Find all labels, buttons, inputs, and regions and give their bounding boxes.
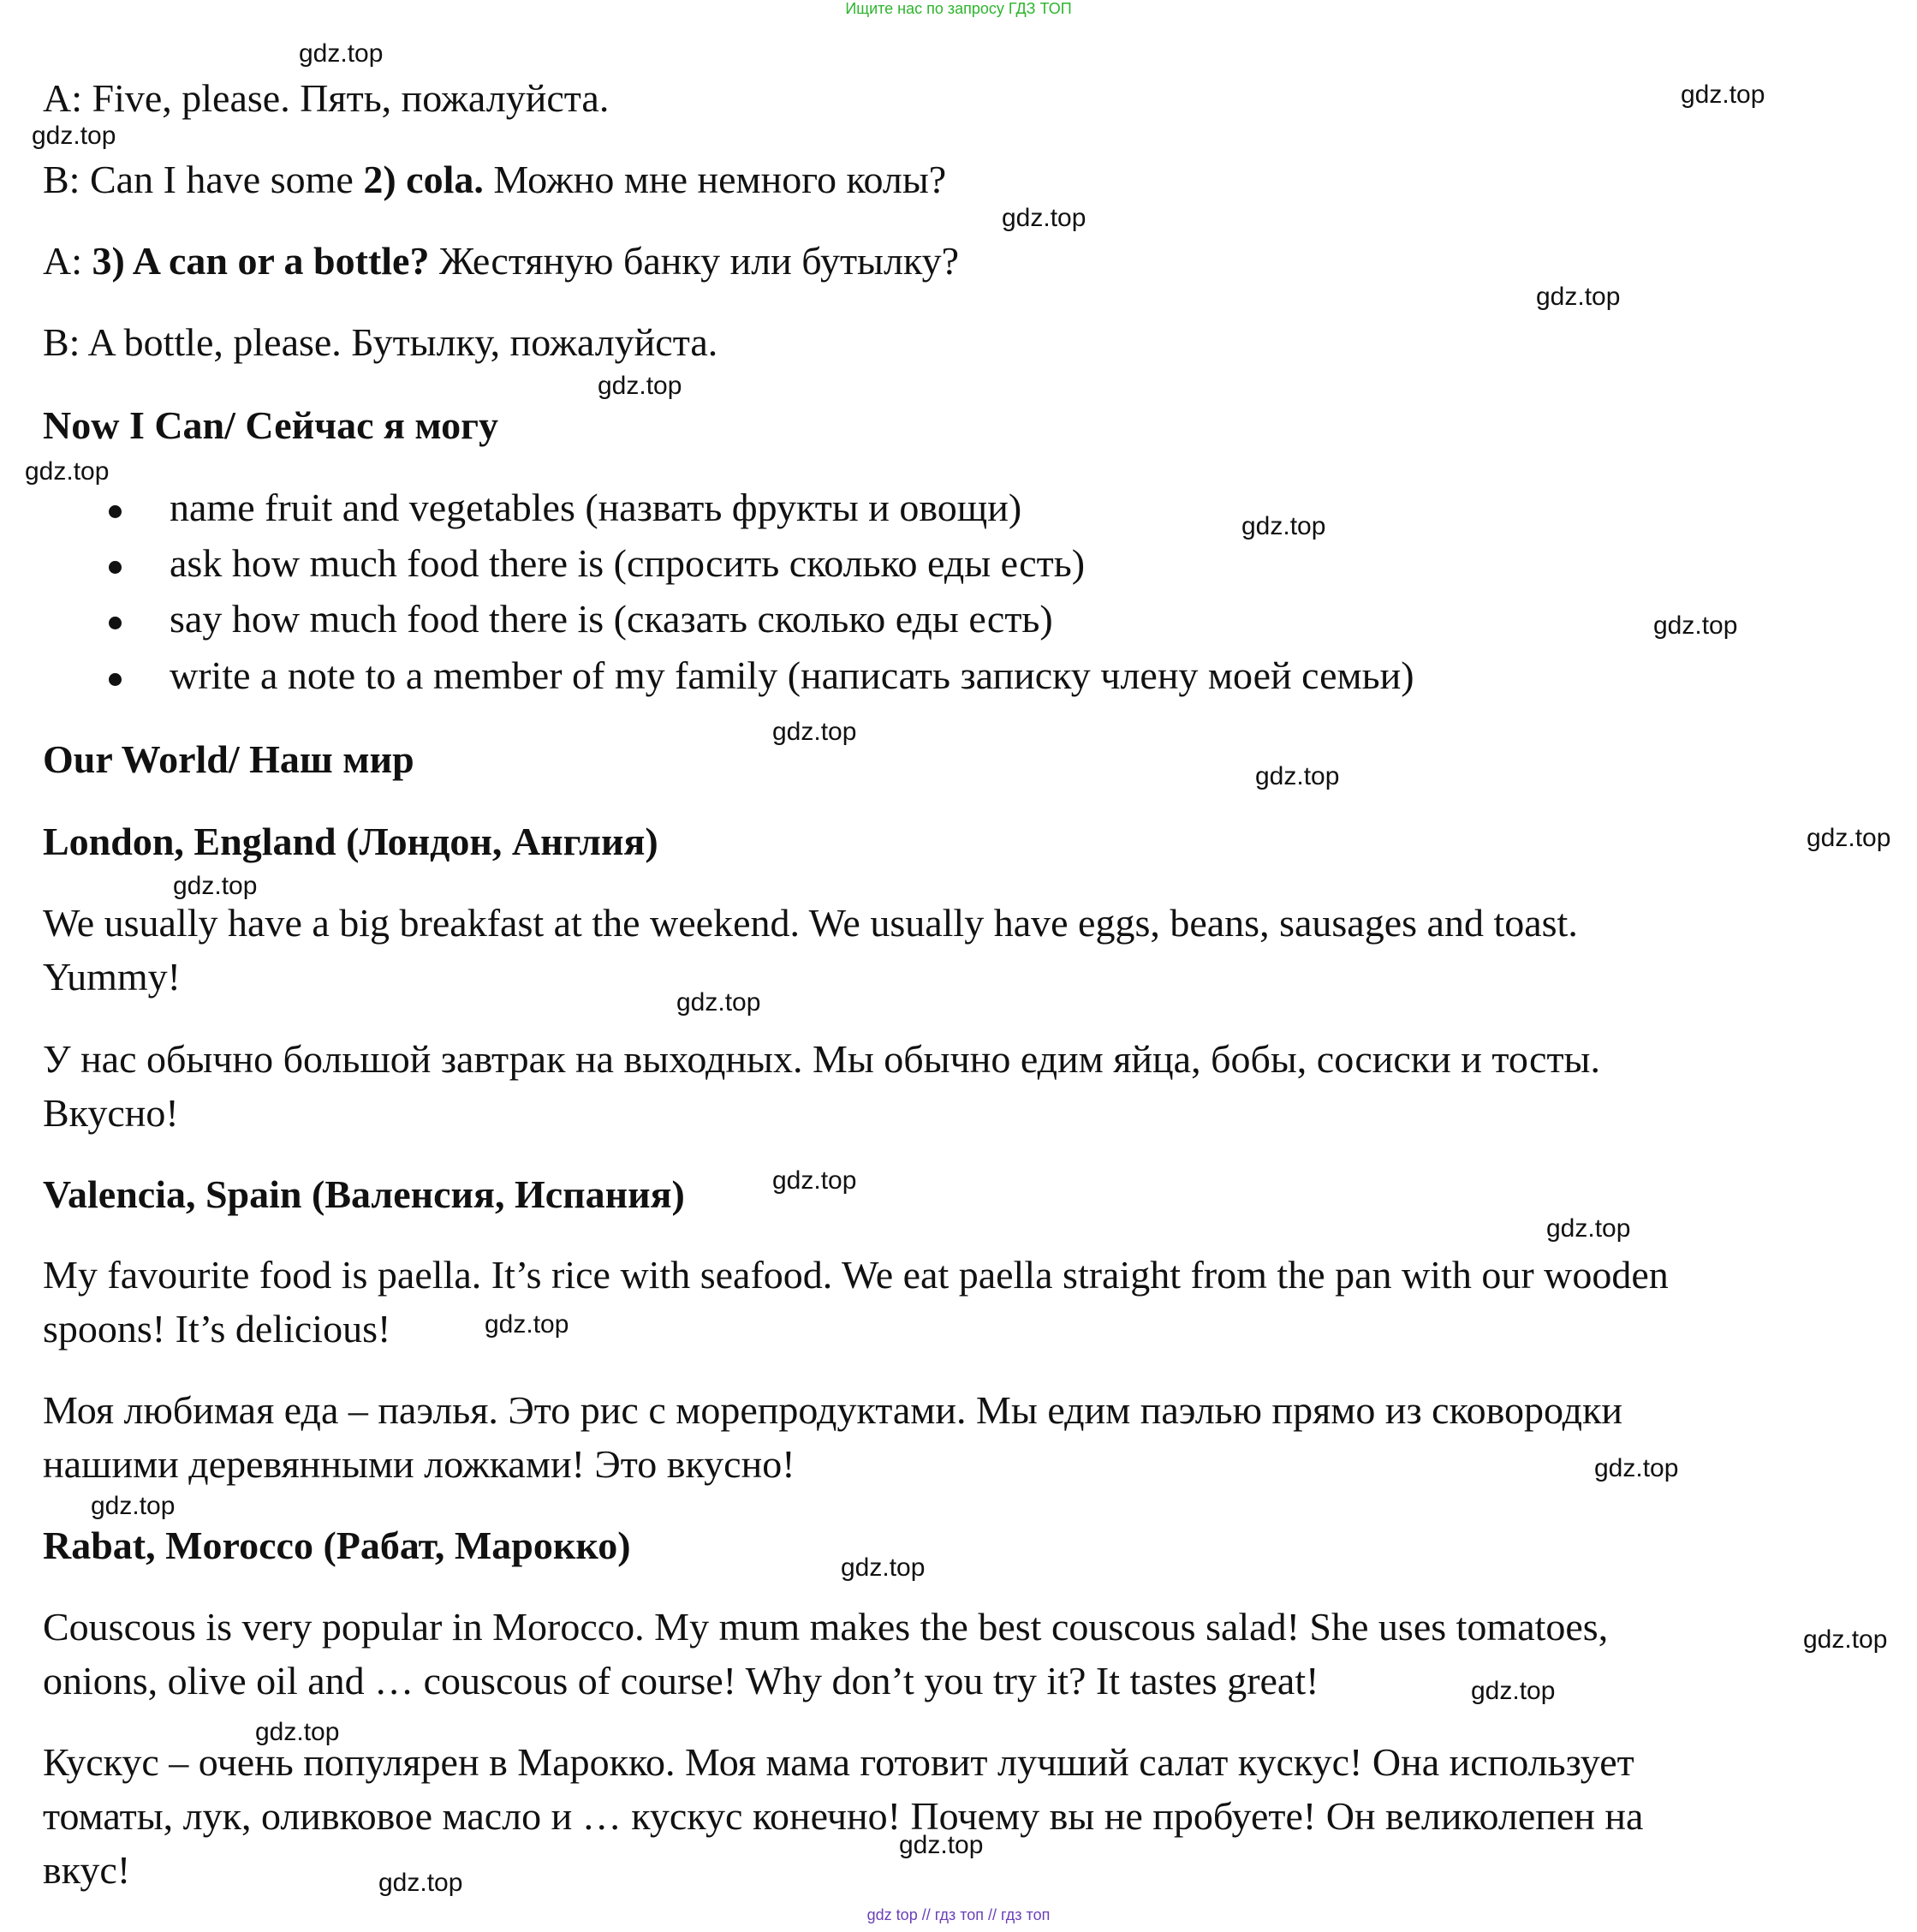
list-item: say how much food there is (сказать сколько еды есть) — [170, 597, 1053, 641]
paragraph-line: нашими деревянными ложками! Это вкусно! — [43, 1442, 795, 1486]
speaker-label: B: — [43, 158, 80, 201]
speaker-label: A: — [43, 76, 82, 120]
watermark: gdz.top — [299, 39, 384, 68]
watermark: gdz.top — [1241, 512, 1326, 540]
watermark: gdz.top — [1807, 824, 1891, 852]
list-item: write a note to a member of my family (написать записку члену моей семьи) — [170, 653, 1414, 697]
watermark: gdz.top — [1546, 1214, 1631, 1243]
bullet-icon — [109, 673, 122, 686]
dialogue-text: Five, please. Пять, пожалуйста. — [92, 76, 610, 120]
speaker-label: B: — [43, 320, 80, 364]
answer-bold: 2) cola. — [363, 158, 484, 201]
header-note[interactable]: Ищите нас по запросу ГДЗ ТОП — [845, 0, 1072, 17]
watermark: gdz.top — [1681, 80, 1765, 109]
answer-bold: 3) A can or a bottle? — [92, 239, 430, 283]
paragraph-line: томаты, лук, оливковое масло и … кускус конечно! Почему вы не пробуете! Он великолепен на — [43, 1794, 1644, 1838]
speaker-label: A: — [43, 239, 82, 283]
watermark: gdz.top — [772, 718, 857, 746]
dialogue-line-2 — [43, 158, 946, 202]
watermark: gdz.top — [485, 1310, 569, 1339]
paragraph-line: spoons! It’s delicious! — [43, 1307, 391, 1351]
paragraph-line: My favourite food is paella. It’s rice with seafood. We eat paella straight from the pan with our wooden — [43, 1253, 1669, 1297]
watermark: gdz.top — [1653, 611, 1738, 640]
watermark: gdz.top — [32, 122, 116, 150]
paragraph-line: onions, olive oil and … couscous of course! Why don’t you try it? It tastes great! — [43, 1659, 1319, 1702]
paragraph-line: вкус! — [43, 1848, 131, 1892]
bullet-icon — [109, 505, 122, 518]
paragraph-line: We usually have a big breakfast at the weekend. We usually have eggs, beans, sausages and toast. — [43, 901, 1578, 945]
dialogue-translation: Можно мне немного колы? — [483, 158, 947, 201]
watermark: gdz.top — [1803, 1625, 1888, 1654]
dialogue-line-4 — [43, 321, 717, 365]
dialogue-line-3 — [43, 240, 959, 283]
dialogue-translation: Жестяную банку или бутылку? — [429, 239, 960, 283]
watermark: gdz.top — [25, 457, 110, 486]
watermark: gdz.top — [255, 1718, 340, 1746]
paragraph-line: Кускус – очень популярен в Марокко. Моя мама готовит лучший салат кускус! Она использует — [43, 1740, 1634, 1784]
list-item: name fruit and vegetables (назвать фрукты и овощи) — [170, 486, 1022, 529]
watermark: gdz.top — [173, 872, 258, 900]
dialogue-line-1 — [43, 77, 609, 121]
section-title-valencia: Valencia, Spain (Валенсия, Испания) — [43, 1172, 685, 1216]
watermark: gdz.top — [1255, 762, 1340, 790]
watermark: gdz.top — [1536, 283, 1621, 311]
watermark: gdz.top — [772, 1166, 857, 1195]
paragraph-line: Моя любимая еда – паэлья. Это рис с морепродуктами. Мы едим паэлью прямо из сковородки — [43, 1388, 1623, 1432]
bullet-icon — [109, 617, 122, 629]
section-title-london: London, England (Лондон, Англия) — [43, 820, 658, 863]
watermark: gdz.top — [598, 372, 682, 400]
watermark: gdz.top — [676, 988, 761, 1017]
watermark: gdz.top — [378, 1869, 463, 1897]
watermark: gdz.top — [1471, 1677, 1556, 1705]
watermark: gdz.top — [1594, 1454, 1679, 1482]
watermark: gdz.top — [91, 1492, 176, 1520]
bullet-icon — [109, 561, 122, 574]
now-i-can-heading: Now I Can/ Сейчас я могу — [43, 403, 498, 447]
paragraph-line: У нас обычно большой завтрак на выходных. Мы обычно едим яйца, бобы, сосиски и тосты. — [43, 1037, 1600, 1081]
paragraph-line: Вкусно! — [43, 1091, 179, 1135]
our-world-heading: Our World/ Наш мир — [43, 737, 414, 781]
dialogue-text: Can I have some — [89, 158, 364, 201]
list-item: ask how much food there is (спросить сколько еды есть) — [170, 541, 1086, 585]
section-title-rabat: Rabat, Morocco (Рабат, Марокко) — [43, 1524, 631, 1567]
footer-note[interactable]: gdz top // гдз топ // гдз топ — [866, 1906, 1051, 1923]
paragraph-line: Yummy! — [43, 955, 181, 999]
watermark: gdz.top — [841, 1553, 926, 1582]
watermark: gdz.top — [899, 1831, 984, 1859]
watermark: gdz.top — [1002, 204, 1086, 232]
paragraph-line: Couscous is very popular in Morocco. My mum makes the best couscous salad! She uses tomatoes, — [43, 1605, 1609, 1649]
dialogue-text: A bottle, please. Бутылку, пожалуйста. — [87, 320, 718, 364]
